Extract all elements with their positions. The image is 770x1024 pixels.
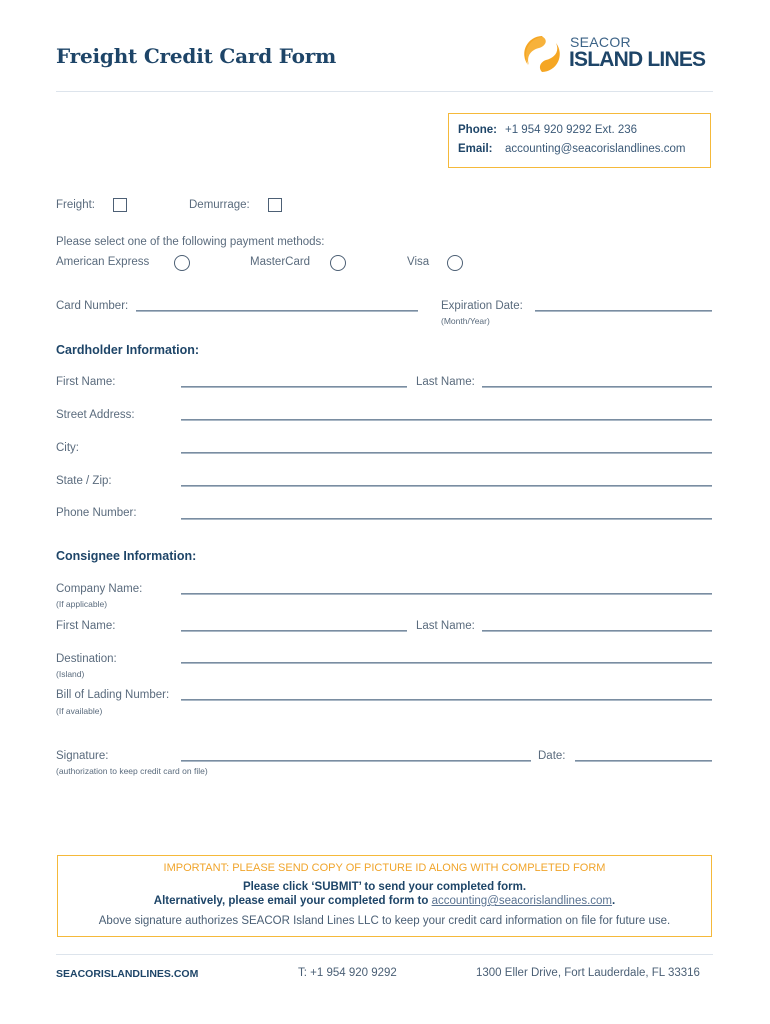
logo-text-island-lines: ISLAND LINES xyxy=(569,48,706,71)
company-name-field[interactable] xyxy=(181,593,712,595)
phone-label: Phone: xyxy=(458,124,497,136)
demurrage-checkbox[interactable] xyxy=(268,198,282,212)
card-number-field[interactable] xyxy=(136,310,418,312)
street-address-field[interactable] xyxy=(181,419,712,421)
destination-label: Destination: xyxy=(56,653,117,665)
email-label: Email: xyxy=(458,143,493,155)
email-value[interactable]: accounting@seacorislandlines.com xyxy=(505,143,686,155)
header-divider xyxy=(56,91,713,92)
cardholder-first-name-label: First Name: xyxy=(56,376,116,388)
footer-address: 1300 Eller Drive, Fort Lauderdale, FL 33316 xyxy=(476,967,700,979)
important-notice-box xyxy=(57,855,712,937)
footer-divider xyxy=(56,954,713,955)
phone-value: +1 954 920 9292 Ext. 236 xyxy=(505,124,638,136)
expiration-date-hint: (Month/Year) xyxy=(441,316,490,326)
company-name-label: Company Name: xyxy=(56,583,143,595)
bill-of-lading-field[interactable] xyxy=(181,699,712,701)
contact-email xyxy=(458,143,685,155)
expiration-date-label: Expiration Date: xyxy=(441,300,523,312)
destination-field[interactable] xyxy=(181,662,712,664)
accounting-email-link[interactable]: accounting@seacorislandlines.com xyxy=(431,895,613,907)
cardholder-last-name-field[interactable] xyxy=(482,386,712,388)
freight-checkbox[interactable] xyxy=(113,198,127,212)
bill-of-lading-hint: (If available) xyxy=(56,706,103,716)
email-instruction xyxy=(58,895,711,907)
city-label: City: xyxy=(56,442,79,454)
cardholder-last-name-label: Last Name: xyxy=(416,376,475,388)
destination-hint: (Island) xyxy=(56,669,85,679)
footer-website[interactable]: SEACORISLANDLINES.COM xyxy=(56,968,199,980)
card-number-label: Card Number: xyxy=(56,300,129,312)
company-logo xyxy=(522,32,717,76)
state-zip-label: State / Zip: xyxy=(56,475,112,487)
cardholder-heading: Cardholder Information: xyxy=(56,343,200,357)
contact-box xyxy=(448,113,711,168)
cardholder-first-name-field[interactable] xyxy=(181,386,407,388)
freight-label: Freight: xyxy=(56,199,95,211)
company-name-hint: (If applicable) xyxy=(56,599,108,609)
email-instruction-suffix: . xyxy=(612,895,616,907)
phone-number-label: Phone Number: xyxy=(56,507,137,519)
seacor-s-logo-icon xyxy=(522,34,562,74)
state-zip-field[interactable] xyxy=(181,485,712,487)
payment-prompt: Please select one of the following payment methods: xyxy=(56,236,325,248)
signature-date-label: Date: xyxy=(538,750,566,762)
consignee-heading: Consignee Information: xyxy=(56,549,197,563)
payment-option-visa-label: Visa xyxy=(407,256,430,268)
payment-option-mastercard-label: MasterCard xyxy=(250,256,311,268)
city-field[interactable] xyxy=(181,452,712,454)
consignee-last-name-label: Last Name: xyxy=(416,620,475,632)
phone-number-field[interactable] xyxy=(181,518,712,520)
footer-phone: T: +1 954 920 9292 xyxy=(298,967,397,979)
signature-field[interactable] xyxy=(181,760,531,762)
page-title: Freight Credit Card Form xyxy=(56,44,337,68)
signature-date-field[interactable] xyxy=(575,760,712,762)
payment-option-amex-radio[interactable] xyxy=(174,255,190,271)
logo-text-seacor: SEACOR xyxy=(570,34,631,50)
consignee-first-name-field[interactable] xyxy=(181,630,407,632)
bill-of-lading-label: Bill of Lading Number: xyxy=(56,689,170,701)
expiration-date-field[interactable] xyxy=(535,310,712,312)
email-instruction-prefix: Alternatively, please email your completed form to xyxy=(153,895,432,907)
consignee-first-name-label: First Name: xyxy=(56,620,116,632)
important-notice-heading: IMPORTANT: PLEASE SEND COPY OF PICTURE ID ALONG WITH COMPLETED FORM xyxy=(163,862,606,874)
signature-hint: (authorization to keep credit card on file) xyxy=(56,766,208,776)
payment-option-mastercard-radio[interactable] xyxy=(330,255,346,271)
consignee-last-name-field[interactable] xyxy=(482,630,712,632)
authorization-statement: Above signature authorizes SEACOR Island Lines LLC to keep your credit card information on file for future use. xyxy=(98,915,671,927)
submit-instruction: Please click ‘SUBMIT’ to send your completed form. xyxy=(242,881,527,893)
signature-label: Signature: xyxy=(56,750,109,762)
payment-option-visa-radio[interactable] xyxy=(447,255,463,271)
contact-phone xyxy=(458,124,637,136)
street-address-label: Street Address: xyxy=(56,409,135,421)
payment-option-amex-label: American Express xyxy=(56,256,150,268)
demurrage-label: Demurrage: xyxy=(189,199,250,211)
